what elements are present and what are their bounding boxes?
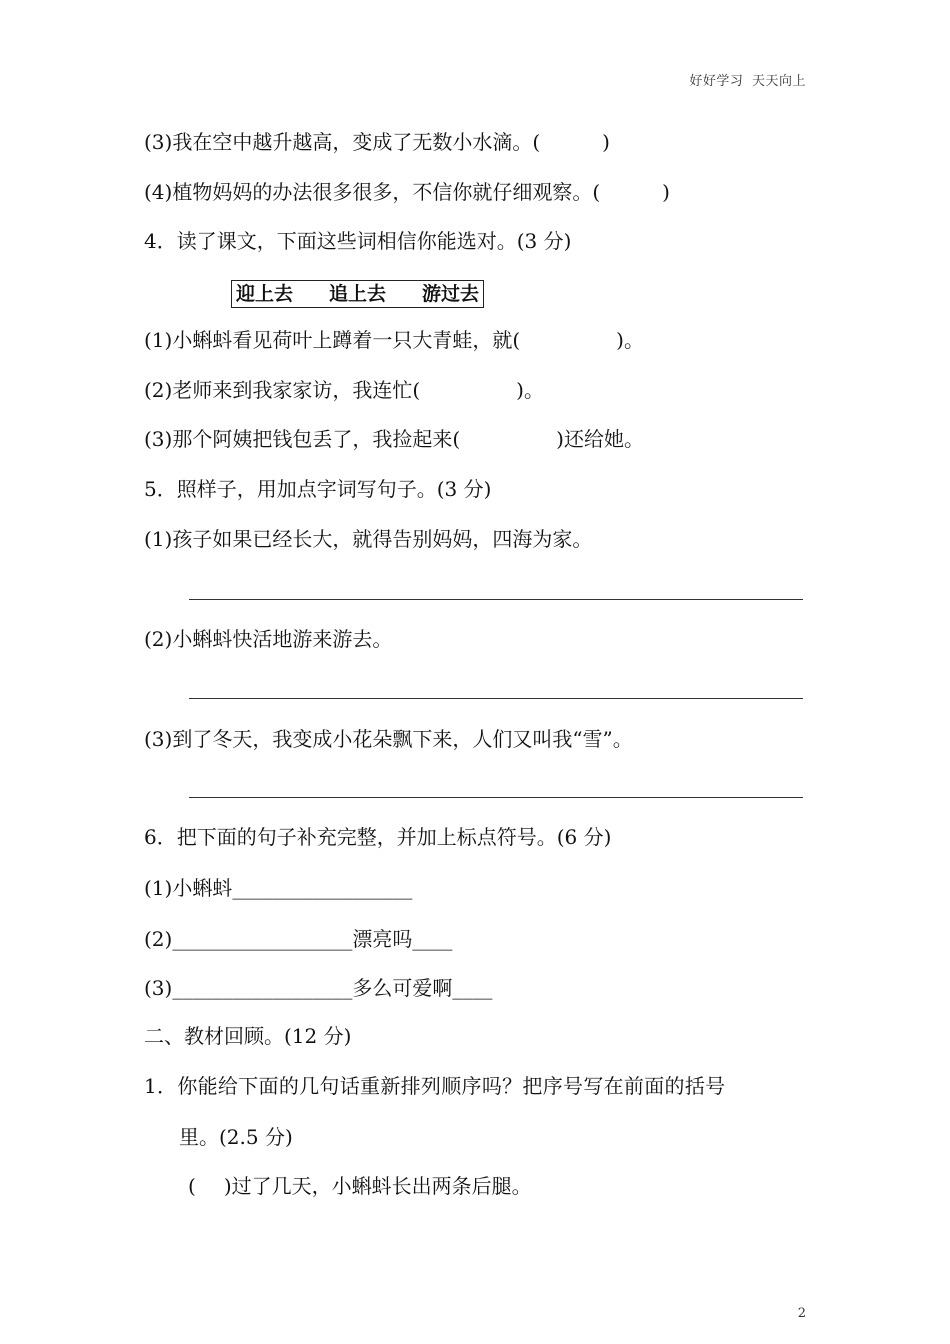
question-4-title: 4．读了课文，下面这些词相信你能选对。(3 分) xyxy=(144,229,572,253)
s2-order-item-1-text: )过了几天，小蝌蚪长出两条后腿。 xyxy=(223,1174,532,1198)
s2-order-item-1-open: ( xyxy=(188,1174,196,1198)
q6-item-1: (1)小蝌蚪__________________ xyxy=(144,876,413,900)
q4-item-2-text: (2)老师来到我家家访，我连忙( xyxy=(144,378,421,402)
section-2-title: 二、教材回顾。(12 分) xyxy=(144,1024,352,1048)
q3-item-3-close: ) xyxy=(602,130,610,154)
q4-item-1 xyxy=(144,326,644,354)
q3-item-4 xyxy=(144,178,670,206)
q5-answer-line-1[interactable] xyxy=(189,599,803,600)
q5-example-1: (1)孩子如果已经长大，就得告别妈妈，四海为家。 xyxy=(144,527,593,551)
word-option-2: 追上去 xyxy=(329,283,387,305)
header-motto-1: 好好学习 xyxy=(689,74,744,89)
page-number: 2 xyxy=(797,1306,806,1321)
q5-example-2: (2)小蝌蚪快活地游来游去。 xyxy=(144,627,393,651)
word-option-1: 迎上去 xyxy=(236,283,294,305)
q4-item-3 xyxy=(144,425,644,453)
s2-order-item-1 xyxy=(188,1172,532,1200)
header-motto-2: 天天向上 xyxy=(751,74,806,89)
s2-question-1-line-1: 1．你能给下面的几句话重新排列顺序吗？把序号写在前面的括号 xyxy=(144,1074,726,1098)
page-header xyxy=(685,70,806,89)
q3-item-4-text: (4)植物妈妈的办法很多很多，不信你就仔细观察。( xyxy=(144,180,601,204)
q4-item-3-end: )还给她。 xyxy=(556,427,644,451)
q5-answer-line-2[interactable] xyxy=(189,698,803,699)
q3-item-4-close: ) xyxy=(662,180,670,204)
q6-item-2: (2)__________________漂亮吗____ xyxy=(144,927,453,951)
word-option-3: 游过去 xyxy=(422,283,480,305)
q4-item-3-text: (3)那个阿姨把钱包丢了，我捡起来( xyxy=(144,427,461,451)
q4-item-1-text: (1)小蝌蚪看见荷叶上蹲着一只大青蛙，就( xyxy=(144,328,521,352)
q5-example-3: (3)到了冬天，我变成小花朵飘下来，人们又叫我“雪”。 xyxy=(144,727,633,751)
q6-item-3: (3)__________________多么可爱啊____ xyxy=(144,976,493,1000)
s2-question-1-line-2: 里。(2.5 分) xyxy=(179,1125,293,1149)
question-6-title: 6．把下面的句子补充完整，并加上标点符号。(6 分) xyxy=(144,825,612,849)
q4-item-2-end: )。 xyxy=(516,378,544,402)
q3-item-3-text: (3)我在空中越升越高，变成了无数小水滴。( xyxy=(144,130,541,154)
word-choice-box xyxy=(231,280,484,308)
q5-answer-line-3[interactable] xyxy=(189,797,803,798)
q3-item-3 xyxy=(144,128,610,156)
q4-item-1-end: )。 xyxy=(616,328,644,352)
question-5-title: 5．照样子，用加点字词写句子。(3 分) xyxy=(144,477,492,501)
q4-item-2 xyxy=(144,376,544,404)
